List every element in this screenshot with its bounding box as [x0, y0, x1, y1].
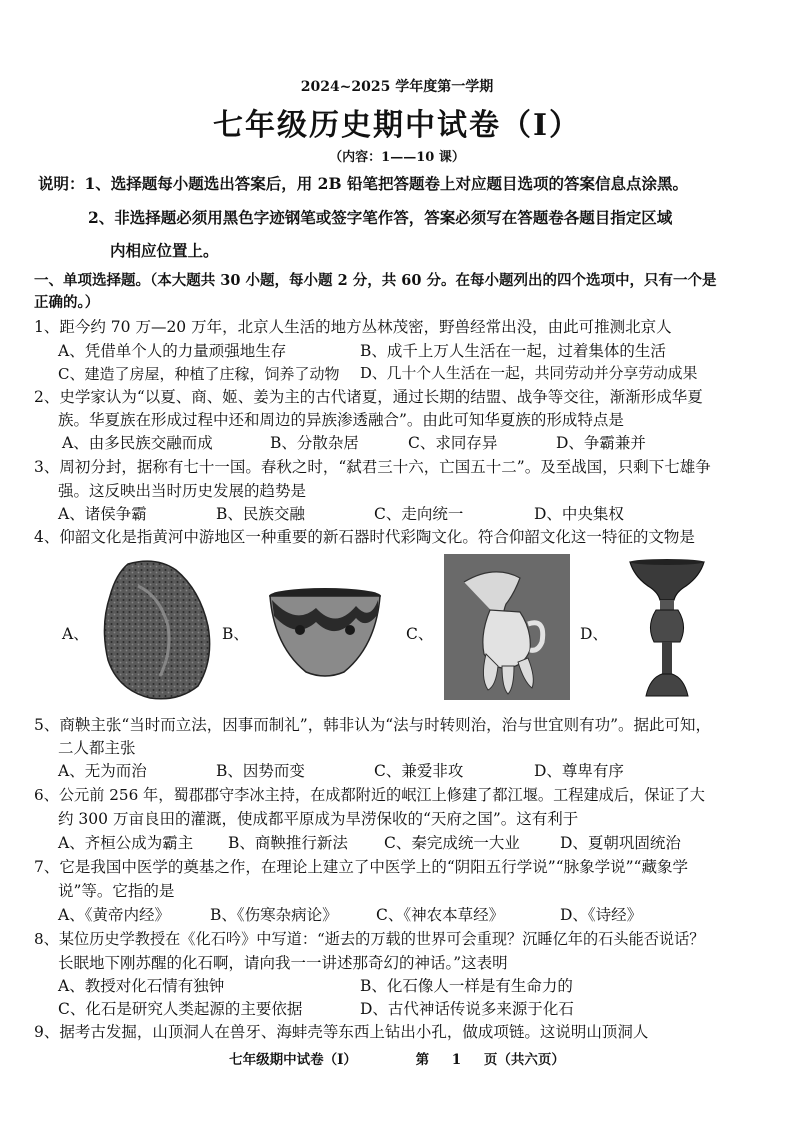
- question-8-stem-2: 长眠地下刚苏醒的化石啊，请向我一一讲述那奇幻的神话。”这表明: [58, 954, 508, 972]
- question-3-stem-1: 3、周初分封，据称有七十一国。春秋之时，“弑君三十六，亡国五十二”。及至战国，只剩下七雄争: [34, 458, 711, 476]
- question-2-option-a: A、由多民族交融而成: [62, 434, 213, 452]
- question-8-option-b: B、化石像人一样是有生命力的: [360, 977, 573, 995]
- question-5-stem-1: 5、商鞅主张“当时而立法，因事而制礼”，韩非认为“法与时转则治，治与世宜则有功”。据此可知，: [34, 716, 712, 734]
- bronze-goblet-image: [626, 556, 708, 704]
- instruction-line-3: 内相应位置上。: [110, 241, 219, 260]
- question-2-option-c: C、求同存异: [408, 434, 498, 452]
- question-1-option-c: C、建造了房屋，种植了庄稼，饲养了动物: [58, 365, 340, 383]
- question-3-option-c: C、走向统一: [374, 505, 464, 523]
- page-footer: [0, 1048, 794, 1068]
- question-1-option-a: A、凭借单个人的力量顽强地生存: [58, 342, 287, 360]
- question-1-option-d: D、几十个人生活在一起，共同劳动并分享劳动成果: [360, 365, 698, 382]
- question-7-stem-1: 7、它是我国中医学的奠基之作，在理论上建立了中医学上的“阴阳五行学说”“脉象学说”“藏象学: [34, 858, 688, 876]
- question-1-option-b: B、成千上万人生活在一起，过着集体的生活: [360, 342, 666, 360]
- term-line: 2024~2025 学年度第一学期: [300, 79, 494, 95]
- question-4-option-c: C、: [406, 625, 434, 643]
- question-4-images: [40, 550, 760, 705]
- question-6-option-d: D、夏朝巩固统治: [560, 834, 681, 852]
- question-5-stem-2: 二人都主张: [58, 739, 136, 757]
- question-6-option-c: C、秦完成统一大业: [384, 834, 520, 852]
- question-4-option-d: D、: [580, 625, 608, 643]
- question-7-option-d: D、《诗经》: [560, 906, 643, 924]
- question-5-option-b: B、因势而变: [216, 762, 305, 780]
- stone-tool-image: [98, 556, 216, 704]
- question-8-stem-1: 8、某位历史学教授在《化石吟》中写道：“逝去的万载的世界可会重现？沉睡亿年的石头能否说话？: [34, 930, 705, 948]
- tripod-pitcher-image: [444, 554, 570, 700]
- question-2-option-b: B、分散杂居: [270, 434, 359, 452]
- section-heading: 一、单项选择题。（本大题共 30 小题，每小题 2 分，共 60 分。在每小题列出的四个选项中，只有一个是: [34, 272, 717, 289]
- instruction-line-1: 说明：1、选择题每小题选出答案后，用 2B 铅笔把答题卷上对应题目选项的答案信息点涂黑。: [38, 174, 688, 193]
- question-2-stem-2: 族。华夏族在形成过程中还和周边的异族渗透融合”。由此可知华夏族的形成特点是: [58, 411, 624, 429]
- page-title: 七年级历史期中试卷（I）: [212, 108, 582, 143]
- instruction-line-2: 2、非选择题必须用黑色字迹钢笔或签字笔作答，答案必须写在答题卷各题目指定区域: [88, 208, 673, 227]
- question-8-option-d: D、古代神话传说多来源于化石: [360, 1000, 574, 1018]
- painted-pottery-bowl-image: [266, 586, 384, 680]
- question-4-option-b: B、: [222, 625, 249, 643]
- question-7-stem-2: 说”等。它指的是: [58, 882, 175, 900]
- question-4-stem: 4、仰韶文化是指黄河中游地区一种重要的新石器时代彩陶文化。符合仰韶文化这一特征的文物是: [34, 528, 695, 546]
- section-heading-cont: 正确的。）: [34, 294, 100, 311]
- question-6-option-a: A、齐桓公成为霸主: [58, 834, 194, 852]
- question-8-option-a: A、教授对化石情有独钟: [58, 977, 225, 995]
- question-9-stem: 9、据考古发掘，山顶洞人在兽牙、海蚌壳等东西上钻出小孔，做成项链。这说明山顶洞人: [34, 1023, 649, 1041]
- question-4-option-a: A、: [62, 625, 89, 643]
- question-3-option-b: B、民族交融: [216, 505, 305, 523]
- question-5-option-d: D、尊卑有序: [534, 762, 624, 780]
- question-7-option-a: A、《黄帝内经》: [58, 906, 170, 924]
- question-7-option-b: B、《伤寒杂病论》: [210, 906, 338, 924]
- question-5-option-a: A、无为而治: [58, 762, 147, 780]
- question-6-stem-1: 6、公元前 256 年，蜀郡郡守李冰主持，在成都附近的岷江上修建了都江堰。工程建成后，保证了大: [34, 786, 705, 804]
- question-6-stem-2: 约 300 万亩良田的灌溉，使成都平原成为旱涝保收的“天府之国”。这有利于: [58, 810, 579, 828]
- question-3-option-a: A、诸侯争霸: [58, 505, 147, 523]
- question-6-option-b: B、商鞅推行新法: [228, 834, 348, 852]
- question-2-option-d: D、争霸兼并: [556, 434, 646, 452]
- question-5-option-c: C、兼爱非攻: [374, 762, 464, 780]
- question-2-stem-1: 2、史学家认为“以夏、商、姬、姜为主的古代诸夏，通过长期的结盟、战争等交往，渐渐形成华夏: [34, 388, 703, 406]
- question-7-option-c: C、《神农本草经》: [376, 906, 505, 924]
- page-subtitle: （内容：1——10 课）: [329, 150, 465, 165]
- question-3-stem-2: 强。这反映出当时历史发展的趋势是: [58, 482, 307, 500]
- footer-exam-name: 七年级期中试卷（I）: [229, 1052, 357, 1068]
- question-8-option-c: C、化石是研究人类起源的主要依据: [58, 1000, 303, 1018]
- footer-page-number: 第 1 页（共六页）: [415, 1052, 565, 1068]
- question-1-stem: 1、距今约 70 万—20 万年，北京人生活的地方丛林茂密，野兽经常出没，由此可推测北京人: [34, 318, 672, 336]
- question-3-option-d: D、中央集权: [534, 505, 624, 523]
